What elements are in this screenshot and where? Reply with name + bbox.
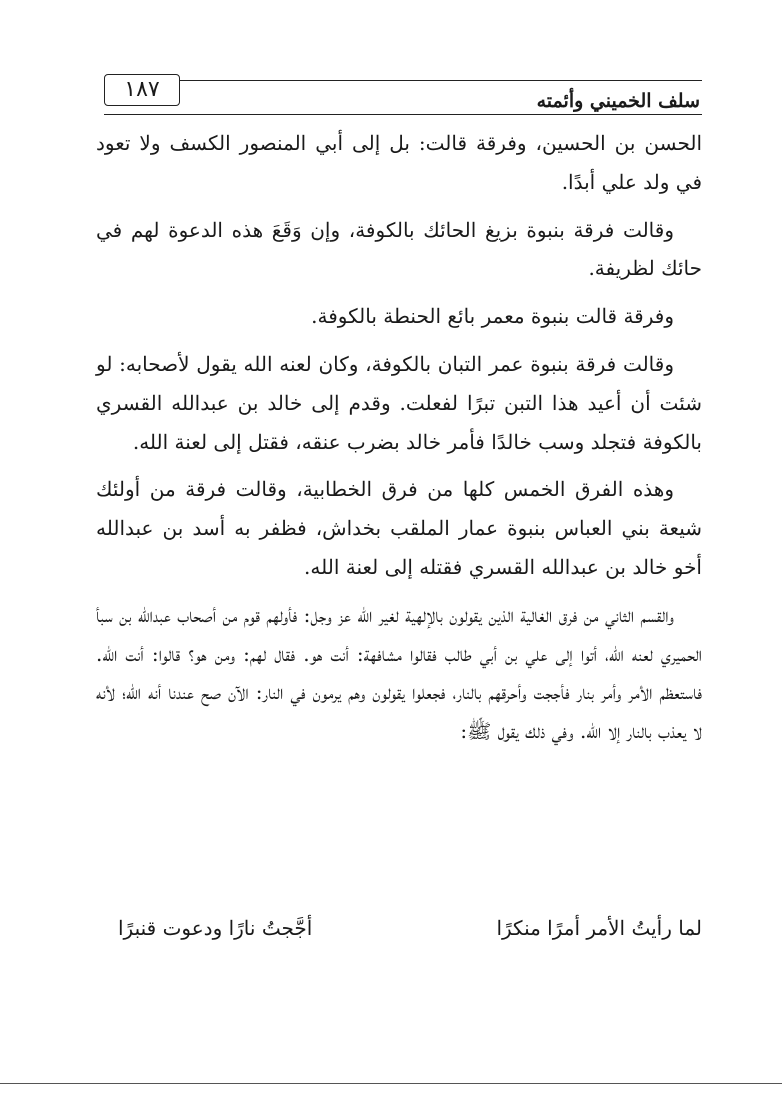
paragraph: الحسن بن الحسين، وفرقة قالت: بل إلى أبي المنصور الكسف ولا تعود في ولد علي أبدًا. [96, 131, 702, 194]
page-header [96, 68, 702, 118]
verse-first-hemistich: لما رأيتُ الأمر أمرًا منكرًا [496, 916, 702, 940]
header-rule [180, 80, 702, 81]
paragraph: وقالت فرقة بنبوة عمر التبان بالكوفة، وكان لعنه الله يقول لأصحابه: لو شئت أن أعيد هذا التبن تبرًا لفعلت. وقدم إلى خالد بن عبدالله القسري بالكوفة فتجلد وسب خالدًا فأمر خالد بضرب عنقه، فقتل إلى لعنة الله. [96, 351, 702, 454]
paragraph: وقالت فرقة بنبوة بزيغ الحائك بالكوفة، وإن وَقَعَ هذه الدعوة لهم في حائك لظريفة. [96, 217, 702, 281]
header-underline [104, 114, 702, 115]
body-text [96, 124, 702, 760]
footer-rule [0, 1083, 782, 1084]
verse-second-hemistich: أجَّجتُ نارًا ودعوت قنبرًا [118, 916, 313, 940]
paragraph: والقسم الثاني من فرق الغالية الذين يقولون بالإلهية لغير الله عز وجل: فأولهم قوم من أصحاب عبدالله بن سبأ الحميري لعنه الله، أتوا إلى علي بن أبي طالب فقالوا مشافهة: أنت هو. فقال لهم: ومن هو؟ قالوا: أنت الله. فاستعظم الأمر وأمر بنار فأججت وأحرقهم بالنار، فجعلوا يقولون وهم يرمون في النار: الآن صح عندنا أنه الله؛ لأنه لا يعذب بالنار إلا الله. وفي ذلك يقول ﷺ: [96, 602, 702, 744]
page-number: ١٨٧ [104, 74, 180, 106]
running-title: سلف الخميني وأئمته [536, 90, 700, 112]
paragraph: وهذه الفرق الخمس كلها من فرق الخطابية، وقالت فرقة من أولئك شيعة بني العباس بنبوة عمار الملقب بخداش، فظفر به أسد بن عبدالله أخو خالد بن عبدالله القسري فقتله إلى لعنة الله. [96, 477, 702, 579]
paragraph: وفرقة قالت بنبوة معمر بائع الحنطة بالكوفة. [311, 304, 674, 329]
poetry-verse [118, 912, 702, 952]
